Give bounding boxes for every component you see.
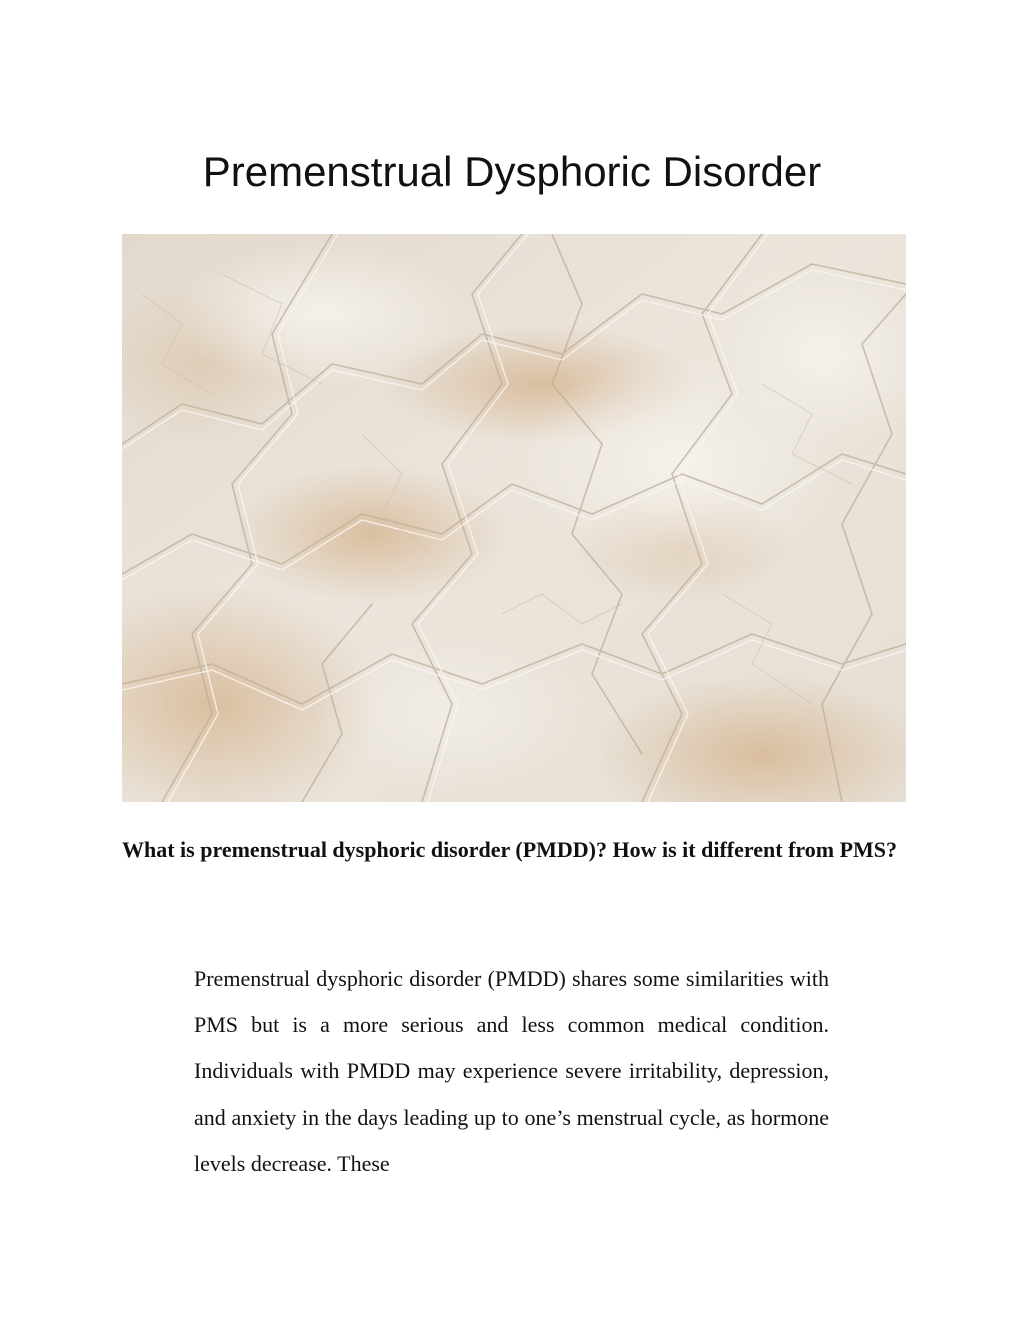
document-title: Premenstrual Dysphoric Disorder: [202, 148, 822, 195]
body-paragraph: Premenstrual dysphoric disorder (PMDD) shares some similarities with PMS but is a more serious and less common medical condition. Individuals with PMDD may experience severe irritability, depression, and anxiety in the days leading up to one’s menstrual cycle, as hormone levels decrease. These: [194, 966, 829, 1176]
crumpled-paper-image: [122, 234, 906, 802]
paper-texture-graphic: [122, 234, 906, 802]
section-question-heading: What is premenstrual dysphoric disorder (PMDD)? How is it different from PMS?: [122, 837, 898, 862]
